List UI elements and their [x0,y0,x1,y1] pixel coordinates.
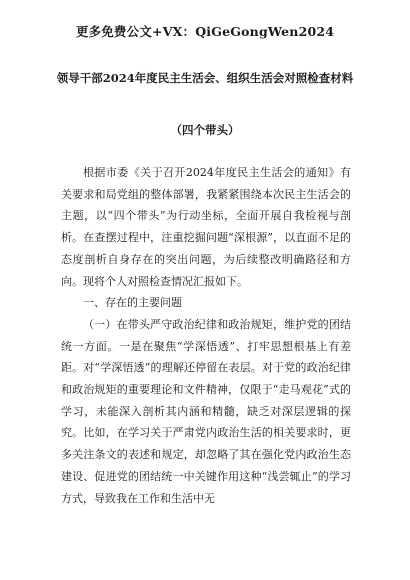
document-subtitle: （四个带头） [170,123,240,137]
promo-header: 更多免费公文+VX：QiGeGongWen2024 [75,24,335,39]
document-body [61,162,351,509]
intro-paragraph: 根据市委《关于召开2024年度民主生活会的通知》有关要求和局党组的整体部署，我紧紧围绕本次民主生活会的主题，以“四个带头”为行动坐标，全面开展自我检视与剖析。在查摆过程中，注重挖掘问题“深根源”，以直面不足的态度剖析自身存在的突出问题，为后续整改明确路径和方向。现将个人对照检查情况汇报如下。 [61,166,351,288]
body-paragraph: （一）在带头严守政治纪律和政治规矩，维护党的团结统一方面。一是在聚焦“学深悟透”、打牢思想根基上有差距。对“学深悟透”的理解还停留在表层。对于党的政治纪律和政治规矩的重要理论和文件精神，仅限于“走马观花”式的学习，未能深入剖析其内涵和精髓，缺乏对深层逻辑的探究。比如，在学习关于严肃党内政治生活的相关要求时，更多关注条文的表述和规定，却忽略了其在强化党内政治生态建设、促进党的团结统一中关键作用这种“浅尝辄止”的学习方式，导致我在工作和生活中无 [61,317,351,505]
document-title: 领导干部2024年度民主生活会、组织生活会对照检查材料 [56,71,354,85]
section-heading: 一、存在的主要问题 [83,296,182,310]
